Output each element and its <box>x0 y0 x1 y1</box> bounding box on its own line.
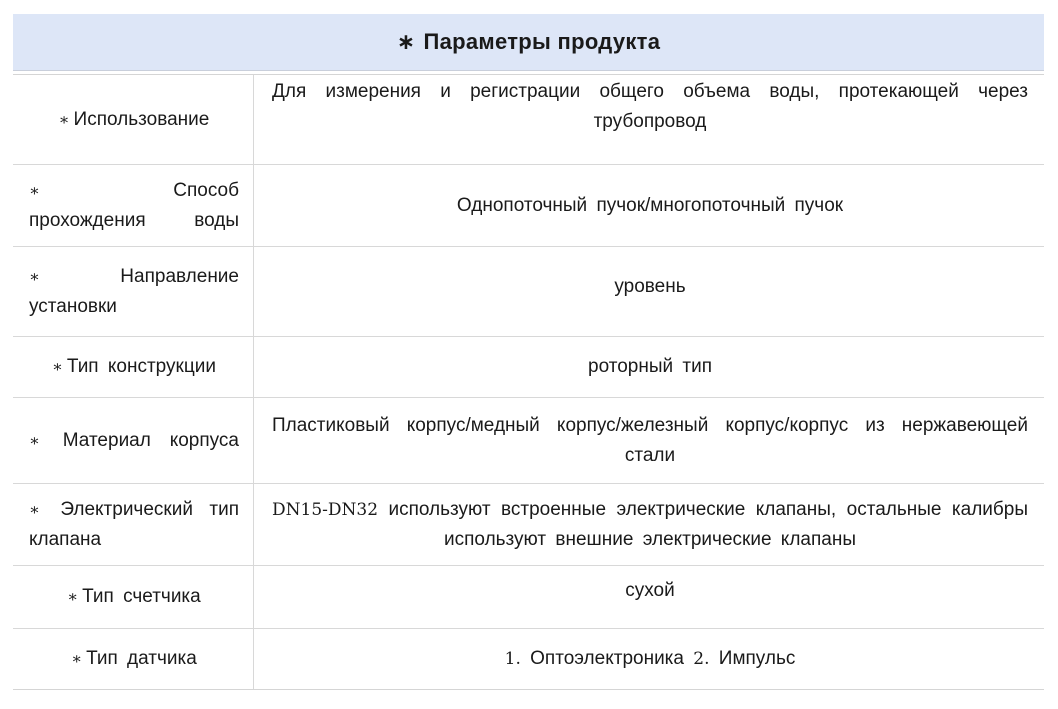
bullet-star-icon: ∗ <box>29 430 40 450</box>
row-label-text: Электрический тип клапана <box>29 498 239 550</box>
row-label <box>13 629 254 689</box>
row-value-text: Однопоточный пучок/многопоточный пучок <box>456 194 844 216</box>
row-value <box>254 247 1044 336</box>
row-label-text: Тип датчика <box>86 648 197 669</box>
row-label-text: Использование <box>73 108 210 130</box>
row-value <box>254 484 1044 565</box>
bullet-star-icon: ∗ <box>67 587 79 606</box>
row-label-text: Материал корпуса <box>62 429 239 451</box>
table-row-body-material <box>13 398 1044 484</box>
row-label <box>13 398 254 483</box>
table-row-installation-direction <box>13 247 1044 337</box>
table-row-meter-type <box>13 566 1044 629</box>
row-label-text: Направление установки <box>29 265 239 317</box>
row-value-text: сухой <box>625 580 675 601</box>
sensor-option-text: Оптоэлектроника <box>530 648 684 669</box>
sensor-option-number: 1. <box>504 649 521 669</box>
row-value-text: Пластиковый корпус/медный корпус/железный корпус/корпус из нержавеющей стали <box>272 414 1028 466</box>
sensor-option-number: 2. <box>693 649 710 669</box>
row-label-text: Способ прохождения воды <box>29 179 239 231</box>
row-label <box>13 75 254 164</box>
row-label <box>13 337 254 397</box>
row-value-text: роторный тип <box>588 356 712 377</box>
bullet-star-icon: ∗ <box>29 180 40 200</box>
parameters-table <box>13 75 1044 690</box>
row-label <box>13 566 254 628</box>
product-parameters-sheet <box>13 14 1044 690</box>
table-row-water-flow-method <box>13 165 1044 247</box>
row-value <box>254 566 1044 628</box>
row-value-prefix: DN15-DN32 <box>272 499 379 520</box>
row-label-text: Тип конструкции <box>66 356 216 377</box>
bullet-star-icon: ∗ <box>29 266 40 286</box>
row-value-text: Для измерения и регистрации общего объема воды, протекающей через трубопровод <box>272 81 1028 132</box>
row-value-text: уровень <box>614 275 686 297</box>
row-label <box>13 247 254 336</box>
row-label <box>13 165 254 246</box>
section-header <box>13 14 1044 71</box>
table-row-sensor-type <box>13 629 1044 689</box>
bullet-star-icon: ∗ <box>58 109 70 129</box>
row-value <box>254 75 1044 164</box>
row-value <box>254 398 1044 483</box>
row-value <box>254 629 1044 689</box>
row-value-text: используют встроенные электрические клапаны, остальные калибры используют внешние электрические клапаны <box>388 498 1029 550</box>
table-row-construction-type <box>13 337 1044 398</box>
row-value <box>254 337 1044 397</box>
row-label <box>13 484 254 565</box>
sensor-option-text: Импульс <box>718 648 796 669</box>
header-star-icon: ∗ <box>396 29 416 54</box>
section-title: Параметры продукта <box>423 29 661 54</box>
row-label-text: Тип счетчика <box>82 586 201 607</box>
bullet-star-icon: ∗ <box>52 357 63 376</box>
table-row-usage <box>13 75 1044 165</box>
bullet-star-icon: ∗ <box>71 649 83 668</box>
bullet-star-icon: ∗ <box>29 499 40 519</box>
row-value <box>254 165 1044 246</box>
table-row-electric-valve-type <box>13 484 1044 566</box>
